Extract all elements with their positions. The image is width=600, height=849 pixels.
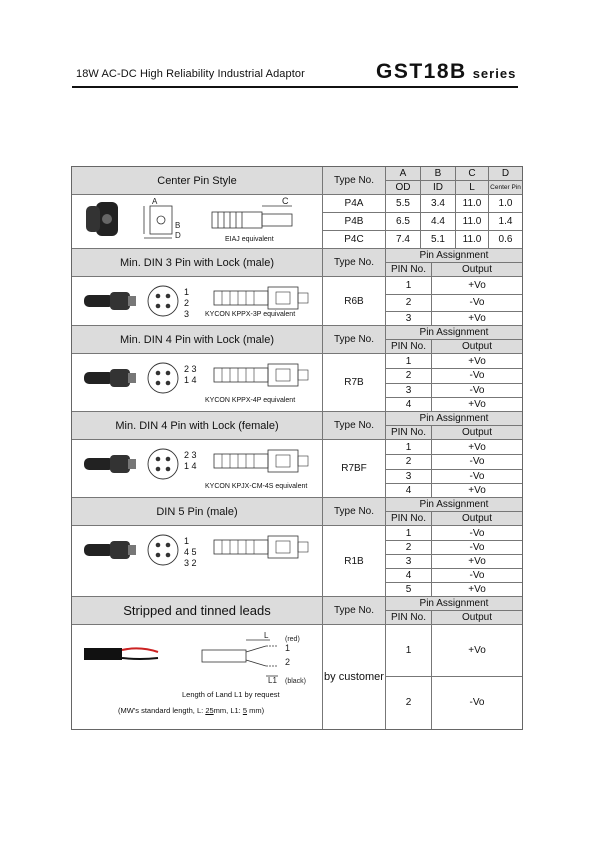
p4b-id: 4.4 [431, 216, 445, 227]
grid-vline [431, 262, 432, 325]
grid-hline [386, 469, 522, 470]
pin-number-2-2: 2 [405, 370, 412, 381]
pin-assignment-label-2: Pin Assignment [386, 326, 522, 339]
col-name-id: ID [421, 181, 455, 194]
pin-no-label-2: PIN No. [386, 340, 431, 353]
pin-output-4-2: -Vo [469, 541, 485, 553]
pin-no-label-3: PIN No. [386, 426, 431, 439]
lead-l1-label: L1 [268, 676, 277, 685]
dim-b-label: B [175, 221, 181, 230]
grid-hline [72, 411, 522, 412]
center-pin-caption: EIAJ equivalent [225, 236, 274, 243]
section-type-label-4: Type No. [323, 498, 385, 525]
grid-vline [431, 425, 432, 497]
grid-hline [72, 624, 522, 625]
face-pin-label-4-3: 3 2 [184, 558, 197, 568]
pin-output-1-1: +Vo [468, 280, 486, 291]
connector-photo-2 [80, 360, 140, 401]
grid-hline [386, 425, 522, 426]
output-label-4: Output [432, 512, 522, 525]
grid-hline [386, 554, 522, 555]
connector-side-4 [212, 532, 312, 567]
grid-hline [386, 540, 522, 541]
pin-number-3-1: 1 [405, 441, 412, 453]
leads-diagram [80, 630, 320, 690]
pin-number-4-4: 4 [405, 569, 412, 581]
connector-caption-1: KYCON KPPX-3P equivalent [205, 311, 296, 318]
section-title-4: DIN 5 Pin (male) [72, 498, 322, 525]
page-subtitle: 18W AC-DC High Reliability Industrial Adaptor [76, 68, 305, 80]
grid-hline [72, 596, 522, 597]
grid-hline [386, 339, 522, 340]
center-pin-diagram [80, 196, 310, 248]
lead-drawing [202, 640, 278, 676]
type-no-5: by customer [324, 671, 384, 683]
grid-hline [386, 368, 522, 369]
output-label-1: Output [432, 263, 522, 276]
col-name-od: OD [386, 181, 420, 194]
col-letter-b: B [421, 167, 455, 180]
type-no-3: R7BF [341, 463, 367, 474]
pin-number-4-2: 2 [405, 541, 412, 553]
connector-face-4 [145, 532, 185, 573]
grid-vline [322, 167, 323, 729]
grid-hline [72, 439, 522, 440]
section-type-label-2: Type No. [323, 326, 385, 353]
section-type-label-3: Type No. [323, 412, 385, 439]
pin-output-1-3: +Vo [468, 312, 486, 324]
grid-vline [431, 511, 432, 596]
model-name: GST18B [376, 60, 467, 83]
section-title-1: Min. DIN 3 Pin with Lock (male) [72, 249, 322, 276]
barrel-plug-photo [86, 202, 118, 236]
grid-hline [386, 397, 522, 398]
connector-side-2 [212, 360, 312, 395]
pin-assignment-label-5: Pin Assignment [386, 597, 522, 610]
connector-face-3 [145, 446, 185, 487]
output-label-5: Output [432, 611, 522, 624]
p4b-l: 11.0 [462, 216, 482, 227]
connector-caption-3: KYCON KPJX-CM-4S equivalent [205, 483, 308, 490]
section-type-label-1: Type No. [323, 249, 385, 276]
pin-no-label-1: PIN No. [386, 263, 431, 276]
output-label-2: Output [432, 340, 522, 353]
p4a-id: 3.4 [431, 198, 445, 209]
pin-number-3-4: 4 [405, 484, 412, 496]
type-no-4: R1B [344, 555, 364, 567]
pin-number-1-2: 2 [405, 297, 412, 308]
grid-hline [386, 511, 522, 512]
p4c-od: 7.4 [396, 234, 410, 245]
leads-note-1: Length of Land L1 by request [182, 690, 280, 699]
pin-number-1-3: 3 [405, 312, 412, 324]
grid-vline [431, 339, 432, 411]
grid-hline [386, 483, 522, 484]
type-p4b: P4B [344, 216, 364, 227]
col-letter-a: A [386, 167, 420, 180]
cable-photo [84, 648, 158, 660]
p4a-pin: 1.0 [498, 198, 513, 209]
section-title-2: Min. DIN 4 Pin with Lock (male) [72, 326, 322, 353]
pin-number-5-2: 2 [405, 697, 412, 708]
pin-output-2-4: +Vo [468, 398, 486, 410]
section-title-3: Min. DIN 4 Pin with Lock (female) [72, 412, 322, 439]
type-no-2: R7B [344, 377, 364, 388]
grid-hline [72, 525, 522, 526]
connector-photo-4 [80, 532, 140, 573]
center-pin-type-label: Type No. [323, 167, 385, 194]
pin-no-label-4: PIN No. [386, 512, 431, 525]
p4b-od: 6.5 [396, 216, 410, 227]
grid-hline [72, 248, 522, 249]
face-pin-label-2-1: 2 3 [184, 364, 197, 374]
face-pin-label-1-3: 3 [184, 309, 190, 319]
p4c-id: 5.1 [431, 234, 445, 245]
pin-output-3-4: +Vo [468, 484, 486, 496]
lead-1-label: 1 [285, 643, 291, 653]
grid-hline [386, 262, 522, 263]
pin-number-2-4: 4 [405, 398, 412, 410]
pin-assignment-label-3: Pin Assignment [386, 412, 522, 425]
header-rule [72, 86, 518, 88]
grid-hline [386, 294, 522, 295]
connector-face-1 [145, 283, 185, 324]
face-pin-label-4-1: 1 [184, 536, 190, 546]
pin-output-1-2: -Vo [469, 297, 485, 308]
type-p4a: P4A [344, 198, 364, 209]
lead-black-label: (black) [285, 678, 307, 685]
grid-hline [386, 383, 522, 384]
grid-hline [72, 276, 522, 277]
col-letter-c: C [456, 167, 488, 180]
grid-vline [385, 167, 386, 729]
p4a-od: 5.5 [396, 198, 410, 209]
grid-hline [386, 311, 522, 312]
lead-l-label: L [264, 631, 269, 640]
pin-number-3-3: 3 [405, 470, 412, 482]
connector-caption-2: KYCON KPPX-4P equivalent [205, 397, 296, 404]
pin-output-4-1: -Vo [469, 527, 485, 539]
p4c-pin: 0.6 [498, 234, 513, 245]
output-label-3: Output [432, 426, 522, 439]
grid-vline [488, 167, 489, 248]
p4a-l: 11.0 [462, 198, 482, 209]
grid-vline [431, 610, 432, 729]
series-label: series [472, 66, 517, 81]
p4c-l: 11.0 [462, 234, 482, 245]
dim-a-label: A [152, 197, 158, 206]
face-pin-label-2-2: 1 4 [184, 375, 197, 385]
pin-output-5-1: +Vo [468, 645, 486, 656]
col-name-center-pin: Center Pin [489, 181, 522, 194]
dim-c-label: C [282, 196, 289, 206]
face-pin-label-3-1: 2 3 [184, 450, 197, 460]
plug-section-drawing [144, 206, 172, 238]
connector-side-3 [212, 446, 312, 481]
pin-number-5-1: 1 [405, 645, 412, 656]
center-pin-title: Center Pin Style [72, 167, 322, 194]
lead-2-label: 2 [285, 657, 291, 667]
grid-hline [386, 582, 522, 583]
connector-face-2 [145, 360, 185, 401]
pin-number-4-1: 1 [405, 527, 412, 539]
section-title-5: Stripped and tinned leads [72, 597, 322, 624]
pin-output-2-2: -Vo [469, 370, 485, 381]
p4b-pin: 1.4 [498, 216, 513, 227]
pin-no-label-5: PIN No. [386, 611, 431, 624]
pin-assignment-label-4: Pin Assignment [386, 498, 522, 511]
model-title [376, 60, 516, 84]
pin-number-2-3: 3 [405, 384, 412, 396]
pin-number-3-2: 2 [405, 456, 412, 467]
pin-output-2-3: -Vo [469, 384, 485, 396]
pin-output-4-4: -Vo [469, 569, 485, 581]
pin-number-1-1: 1 [405, 280, 412, 291]
grid-hline [386, 568, 522, 569]
connector-photo-1 [80, 283, 140, 324]
pin-output-2-1: +Vo [468, 355, 486, 367]
dim-d-label: D [175, 231, 181, 240]
grid-hline [386, 676, 522, 677]
face-pin-label-1-2: 2 [184, 298, 190, 308]
col-name-l: L [456, 181, 488, 194]
pin-number-2-1: 1 [405, 355, 412, 367]
grid-hline [72, 353, 522, 354]
leads-note-2: (MW's standard length, L: 25mm, L1: 5 mm) [118, 706, 265, 715]
pin-output-3-2: -Vo [469, 456, 485, 467]
type-p4c: P4C [344, 234, 364, 245]
plug-side-drawing [212, 206, 292, 228]
grid-hline [386, 180, 522, 181]
connector-photo-3 [80, 446, 140, 487]
grid-vline [420, 167, 421, 248]
pin-assignment-label-1: Pin Assignment [386, 249, 522, 262]
grid-hline [386, 454, 522, 455]
pin-output-4-3: +Vo [468, 555, 486, 567]
section-type-label-5: Type No. [323, 597, 385, 624]
pin-output-4-5: +Vo [468, 583, 486, 595]
grid-hline [72, 325, 522, 326]
grid-hline [323, 212, 522, 213]
pin-output-3-1: +Vo [468, 441, 486, 453]
pin-output-5-2: -Vo [469, 697, 485, 708]
col-letter-d: D [489, 167, 522, 180]
lead-red-label: (red) [285, 636, 300, 643]
face-pin-label-4-2: 4 5 [184, 547, 197, 557]
pin-number-4-5: 5 [405, 583, 412, 595]
type-no-1: R6B [344, 295, 364, 307]
pin-number-4-3: 3 [405, 555, 412, 567]
pin-output-3-3: -Vo [469, 470, 485, 482]
face-pin-label-1-1: 1 [184, 287, 190, 297]
grid-hline [72, 497, 522, 498]
face-pin-label-3-2: 1 4 [184, 461, 197, 471]
grid-hline [386, 610, 522, 611]
grid-hline [323, 230, 522, 231]
grid-vline [455, 167, 456, 248]
